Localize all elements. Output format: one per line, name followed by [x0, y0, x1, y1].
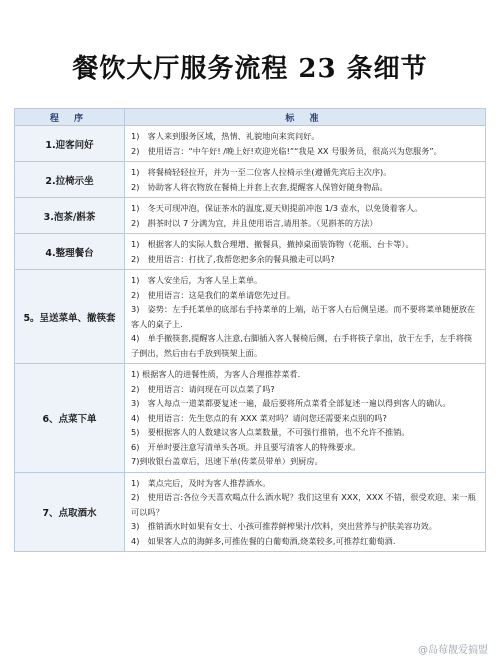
standard-line: 2) 使用语言：“中午好! /晚上好!欢迎光临!”“我是 XX 号服务员，很高兴为您服务”。 [131, 145, 442, 156]
header-standard: 标 准 [125, 109, 486, 126]
standard-line: 1) 根据客人的进餐性质，为客人合理推荐菜肴. [131, 369, 301, 379]
procedure-cell: 3.泡茶/斟茶 [15, 198, 125, 234]
table-row [15, 364, 486, 473]
standard-line: 7)到收银台盖章后，迅速下单(传菜员带单）到厨房。 [131, 456, 323, 466]
table-row [15, 126, 486, 162]
standard-line: 1) 客人安坐后，为客人呈上菜单。 [131, 275, 263, 285]
procedure-cell: 5。呈送菜单、撤筷套 [15, 270, 125, 364]
standard-line: 2) 协助客人将衣物放在餐椅上并套上衣套,提醒客人保管好随身物品。 [131, 181, 388, 192]
page-title: 餐饮大厅服务流程 23 条细节 [72, 54, 428, 84]
standard-line: 2) 使用语言：打扰了,我帮您把多余的餐具撤走可以吗? [131, 253, 335, 264]
standard-cell [125, 126, 486, 162]
standard-line: 3) 客人每点一道菜都要复述一遍，最后要将所点菜肴全部复述一遍以得到客人的确认。 [131, 398, 451, 408]
standard-cell [125, 472, 486, 552]
standard-line: 1) 根据客人的实际人数合理增、撤餐具，撤掉桌面装饰物（花瓶、台卡等）。 [131, 239, 414, 249]
standard-line: 2) 使用语言：这是我们的菜单请您先过目。 [131, 289, 295, 300]
procedure-cell: 6、点菜下单 [15, 364, 125, 473]
standard-line: 3) 姿势：左手托菜单的底部右手持菜单的上端，站于客人右后侧呈递。而不要将菜单随便放在客人的桌子上. [131, 304, 476, 329]
procedure-cell: 2.拉椅示坐 [15, 162, 125, 198]
table-row [15, 234, 486, 270]
standard-cell [125, 198, 486, 234]
table-row [15, 162, 486, 198]
standard-line: 4) 单手撤筷套,提醒客人注意,右脚插入客人餐椅后侧，右手将筷子拿出，放于左手，左手将筷子倒出，然后由右手放到筷架上面。 [131, 333, 473, 358]
table-row [15, 270, 486, 364]
procedure-cell: 7、点取酒水 [15, 472, 125, 552]
service-process-table [14, 108, 486, 552]
standard-line: 2) 斟茶时以 7 分满为宜，并且使用语言,请用茶。（见斟茶的方法） [131, 217, 378, 228]
standard-line: 5) 要根据客人的人数建议客人点菜数量，不可强行推销，也不允许不推销。 [131, 427, 410, 437]
table-body [15, 126, 486, 552]
table-row [15, 472, 486, 552]
header-procedure: 程 序 [15, 109, 125, 126]
standard-line: 1) 冬天可现冲泡，保证茶水的温度,夏天则提前冲泡 1/3 壶水，以免烫着客人。 [131, 203, 423, 213]
standard-cell [125, 270, 486, 364]
standard-cell [125, 162, 486, 198]
standard-line: 4) 如果客人点的海鲜多,可推佐餐的白葡萄酒,烧菜较多,可推荐红葡萄酒. [131, 535, 396, 546]
procedure-cell: 4.整理餐台 [15, 234, 125, 270]
standard-line: 1) 菜点完后，及时为客人推荐酒水。 [131, 477, 271, 488]
standard-cell [125, 364, 486, 473]
procedure-cell: 1.迎客问好 [15, 126, 125, 162]
standard-line: 1) 将餐椅轻轻拉开，并为一至二位客人拉椅示坐(遵循先宾后主次序)。 [131, 167, 392, 177]
standard-line: 2) 使用语言:各位今天喜欢喝点什么酒水呢？我们这里有 XXX，XXX 不错，很受欢迎、来一瓶可以吗？ [131, 492, 476, 517]
standard-line: 2) 使用语言：请问现在可以点菜了吗? [131, 383, 275, 394]
standard-line: 6) 开单时要注意写清单头各项。并且要写清客人的特殊要求。 [131, 441, 361, 452]
standard-line: 3) 推销酒水时如果有女士、小孩可推荐鲜榨果汁/饮料，突出营养与护肤美容功效。 [131, 521, 437, 531]
watermark: @岛莓靓爱搞盟 [418, 645, 488, 656]
table-header-row [15, 109, 486, 126]
standard-line: 1) 客人来到服务区域，热情、礼貌地向来宾问好。 [131, 131, 320, 141]
table-row [15, 198, 486, 234]
standard-cell [125, 234, 486, 270]
standard-line: 4) 使用语言：先生您点的有 XXX 菜对吗？请问您还需要来点别的吗? [131, 412, 387, 423]
